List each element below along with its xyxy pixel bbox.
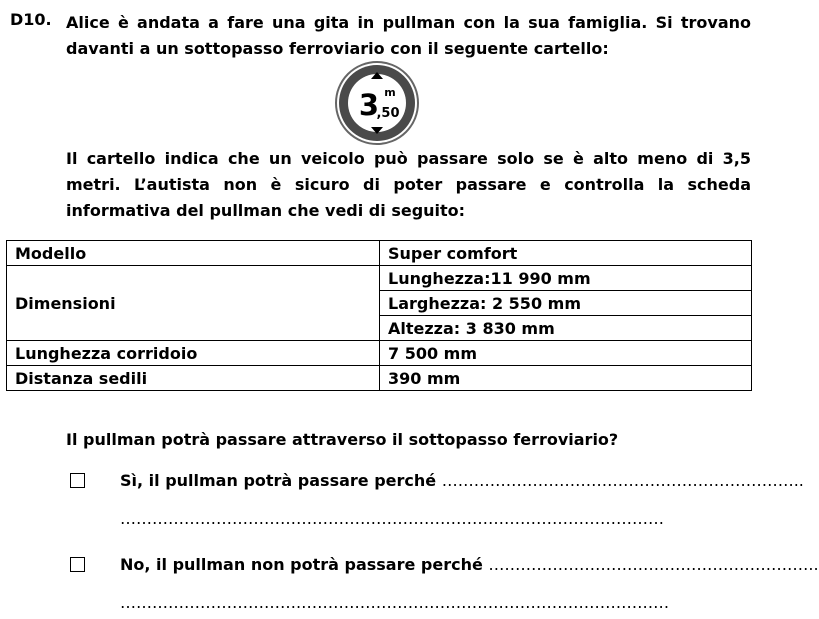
option-yes-label: Sì, il pullman potrà passare perché — [120, 471, 437, 490]
question-intro: Alice è andata a fare una gita in pullman con la sua famiglia. Si trovano davanti a un sottopasso ferroviario con il seguente cartello: — [66, 13, 751, 58]
table-cell-label: Distanza sedili — [7, 366, 380, 391]
height-limit-sign-icon — [334, 60, 420, 146]
table-row — [7, 341, 752, 366]
table-cell-label: Lunghezza corridoio — [7, 341, 380, 366]
question-prompt: Il pullman potrà passare attraverso il sottopasso ferroviario? — [66, 430, 619, 449]
table-row — [7, 266, 752, 291]
table-cell-value: 7 500 mm — [380, 341, 752, 366]
question-number: D10. — [10, 10, 52, 29]
sign-value-dec: ,50 — [376, 106, 400, 121]
table-row — [7, 366, 752, 391]
question-description: Il cartello indica che un veicolo può passare solo se è alto meno di 3,5 metri. L’autista non è sicuro di poter passare e controlla la scheda informativa del pullman che vedi di seguito: — [66, 149, 751, 220]
option-yes-answer-line2[interactable]: ………………………………………………………………………………………… — [120, 509, 664, 528]
option-no-line1 — [120, 555, 819, 574]
table-cell-value: Lunghezza:11 990 mm — [380, 266, 752, 291]
checkbox-yes[interactable] — [70, 473, 85, 488]
table-cell-label: Dimensioni — [7, 266, 380, 341]
table-cell-value: Altezza: 3 830 mm — [380, 316, 752, 341]
height-limit-sign — [334, 60, 420, 146]
sign-unit: m — [384, 86, 396, 99]
table-row — [7, 241, 752, 266]
option-yes-line1 — [120, 471, 804, 490]
table-cell-value: Larghezza: 2 550 mm — [380, 291, 752, 316]
table-cell-value: 390 mm — [380, 366, 752, 391]
sign-value-int: 3 — [358, 88, 380, 122]
table-cell-value: Super comfort — [380, 241, 752, 266]
table-cell-label: Modello — [7, 241, 380, 266]
checkbox-no[interactable] — [70, 557, 85, 572]
option-no-answer-line[interactable]: …………………………………………………….. — [488, 555, 819, 574]
option-no-label: No, il pullman non potrà passare perché — [120, 555, 483, 574]
option-no-answer-line2[interactable]: …………………………….…………………………………………………………… — [120, 593, 670, 612]
bus-info-table — [6, 240, 752, 391]
option-yes-answer-line[interactable]: ………………………………………………………….. — [441, 471, 804, 490]
